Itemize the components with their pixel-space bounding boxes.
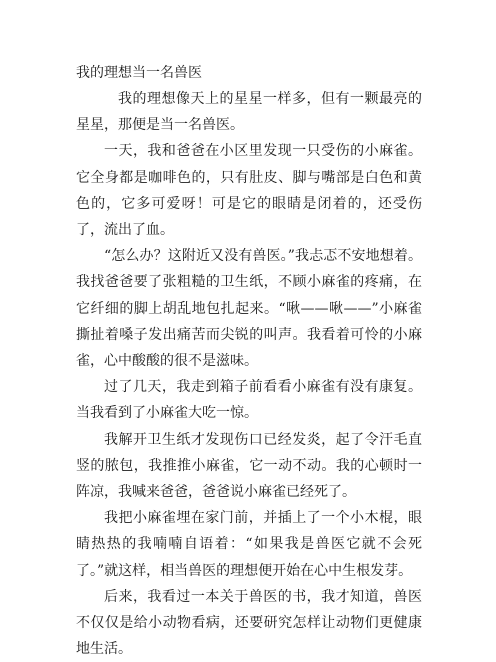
- paragraph: 我的理想像天上的星星一样多，但有一颗最亮的星星，那便是当一名兽医。: [76, 91, 422, 134]
- essay-body: [76, 86, 422, 662]
- paragraph: 过了几天，我走到箱子前看看小麻雀有没有康复。当我看到了小麻雀大吃一惊。: [76, 379, 422, 422]
- paragraph: 一天，我和爸爸在小区里发现一只受伤的小麻雀。它全身都是咖啡色的，只有肚皮、脚与嘴部是白色和黄色的，它多可爱呀！可是它的眼睛是闭着的，还受伤了，流出了血。: [76, 143, 422, 239]
- paragraph: “怎么办？这附近又没有兽医。”我忐忑不安地想着。我找爸爸要了张粗糙的卫生纸，不顾小麻雀的疼痛，在它纤细的脚上胡乱地包扎起来。“啾——啾——”小麻雀撕扯着嗓子发出痛苦而尖锐的叫声。我看着可怜的小麻雀，心中酸酸的很不是滋味。: [76, 248, 422, 370]
- paragraph: 我把小麻雀埋在家门前，并插上了一个小木棍，眼睛热热的我喃喃自语着：“如果我是兽医它就不会死了。”就这样，相当兽医的理想便开始在心中生根发芽。: [76, 510, 422, 579]
- paragraph: 我解开卫生纸才发现伤口已经发炎，起了令汗毛直竖的脓包，我推推小麻雀，它一动不动。我的心顿时一阵凉，我喊来爸爸，爸爸说小麻雀已经死了。: [76, 431, 422, 501]
- essay-title: 我的理想当一名兽医: [76, 65, 202, 81]
- paragraph: 后来，我看过一本关于兽医的书，我才知道，兽医不仅仅是给小动物看病，还要研究怎样让动物们更健康地生活。: [76, 588, 422, 658]
